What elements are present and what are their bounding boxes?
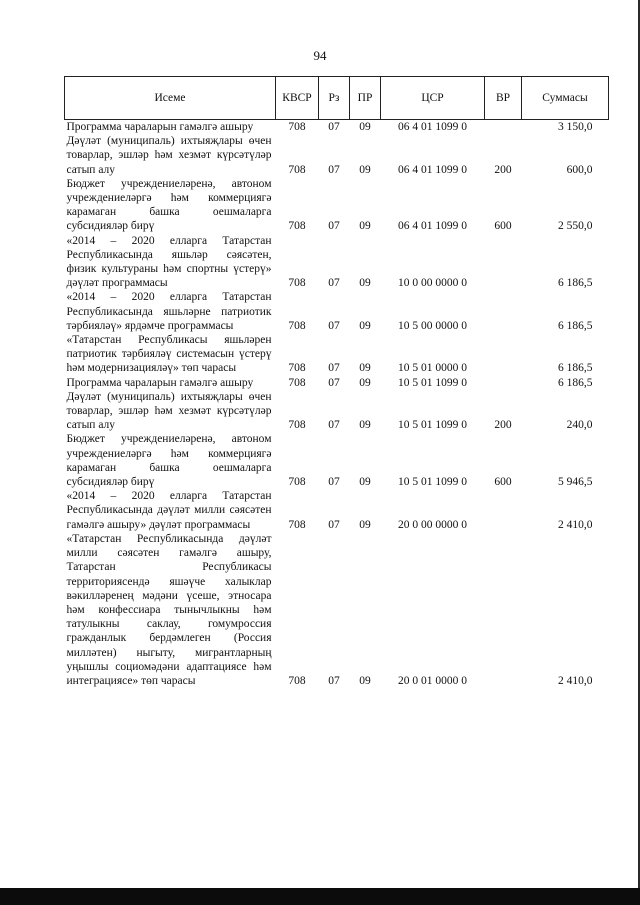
cell-pr: 09 bbox=[359, 419, 371, 432]
table-row bbox=[65, 390, 609, 433]
cell-sum: 240,0 bbox=[566, 419, 593, 432]
table-row bbox=[65, 134, 609, 177]
cell-pr: 09 bbox=[359, 121, 371, 133]
cell-csr: 10 5 01 1099 0 bbox=[398, 476, 467, 489]
cell-sum: 2 550,0 bbox=[558, 220, 593, 233]
table-row bbox=[65, 333, 609, 376]
table-body bbox=[65, 120, 609, 689]
cell-sum: 5 946,5 bbox=[558, 476, 593, 489]
cell-csr: 10 5 01 1099 0 bbox=[398, 419, 467, 432]
cell-name: Дәүләт (муниципаль) ихтыяҗлары өчен товарлар, эшләр һәм хезмәт күрсәтүләр сатып алу bbox=[66, 390, 272, 432]
cell-kvsr: 708 bbox=[288, 277, 306, 290]
budget-table-container bbox=[64, 76, 608, 688]
cell-pr: 09 bbox=[359, 277, 371, 290]
cell-rz: 07 bbox=[328, 518, 340, 531]
cell-kvsr: 708 bbox=[288, 376, 306, 389]
table-row bbox=[65, 432, 609, 489]
cell-pr: 09 bbox=[359, 376, 371, 389]
header-pr: ПР bbox=[350, 77, 381, 120]
cell-pr: 09 bbox=[359, 674, 371, 687]
cell-name: «2014 – 2020 елларга Татарстан Республикасында яшьләрне патриотик тәрбияләү» ярдәмче программасы bbox=[66, 291, 272, 332]
cell-rz: 07 bbox=[328, 476, 340, 489]
cell-rz: 07 bbox=[328, 362, 340, 375]
cell-name: «2014 – 2020 елларга Татарстан Республикасында дәүләт милли сәясәтен гамәлгә ашыру» дәүләт программасы bbox=[66, 490, 272, 531]
cell-vr bbox=[485, 489, 522, 532]
cell-kvsr: 708 bbox=[288, 362, 306, 375]
cell-csr: 06 4 01 1099 0 bbox=[398, 121, 467, 133]
cell-pr: 09 bbox=[359, 319, 371, 332]
cell-kvsr: 708 bbox=[288, 419, 306, 432]
cell-kvsr: 708 bbox=[288, 220, 306, 233]
table-row bbox=[65, 532, 609, 688]
cell-csr: 10 5 00 0000 0 bbox=[398, 319, 467, 332]
cell-vr: 600 bbox=[494, 220, 512, 233]
cell-name: Программа чараларын гамәлгә ашыру bbox=[66, 121, 254, 133]
cell-csr: 06 4 01 1099 0 bbox=[398, 220, 467, 233]
page-number: 94 bbox=[313, 48, 327, 63]
cell-name: Дәүләт (муниципаль) ихтыяҗлары өчен товарлар, эшләр һәм хезмәт күрсәтүләр сатып алу bbox=[66, 135, 272, 176]
cell-sum: 2 410,0 bbox=[558, 674, 593, 687]
cell-sum: 6 186,5 bbox=[558, 319, 593, 332]
cell-csr: 06 4 01 1099 0 bbox=[398, 163, 467, 176]
cell-rz: 07 bbox=[328, 121, 340, 133]
cell-name: «Татарстан Республикасы яшьләрен патриотик тәрбияләү системасын үстерү һәм модернизацияләү» төп чарасы bbox=[66, 334, 272, 375]
cell-sum: 6 186,5 bbox=[558, 376, 593, 389]
table-row bbox=[65, 177, 609, 234]
cell-name: «2014 – 2020 елларга Татарстан Республикасында яшьләр сәясәтен, физик культураны һәм спортны үстерү» дәүләт программасы bbox=[66, 234, 272, 290]
cell-name: Бюджет учреждениеләренә, автоном учреждениеләргә һәм коммерциягә карамаган башка оешмаларга субсидияләр бирү bbox=[66, 177, 272, 233]
cell-vr bbox=[485, 532, 522, 688]
table-row bbox=[65, 290, 609, 333]
header-vr: ВР bbox=[485, 77, 522, 120]
cell-pr: 09 bbox=[359, 518, 371, 531]
cell-name: Программа чараларын гамәлгә ашыру bbox=[66, 376, 254, 389]
header-rz: Рз bbox=[319, 77, 350, 120]
cell-rz: 07 bbox=[328, 376, 340, 389]
cell-vr bbox=[485, 234, 522, 291]
cell-pr: 09 bbox=[359, 476, 371, 489]
cell-rz: 07 bbox=[328, 220, 340, 233]
cell-vr: 200 bbox=[494, 419, 512, 432]
table-row bbox=[65, 489, 609, 532]
cell-vr bbox=[485, 376, 522, 390]
cell-rz: 07 bbox=[328, 319, 340, 332]
cell-kvsr: 708 bbox=[288, 163, 306, 176]
cell-kvsr: 708 bbox=[288, 319, 306, 332]
cell-sum: 2 410,0 bbox=[558, 518, 593, 531]
table-row bbox=[65, 234, 609, 291]
cell-rz: 07 bbox=[328, 277, 340, 290]
cell-vr bbox=[485, 120, 522, 135]
cell-name: «Татарстан Республикасында дәүләт милли сәясәтен гамәлгә ашыру, Татарстан Республикасы территориясендә яшәүче халыклар вәкилләренең мәдәни үсеше, этносара һәм конфессиара тынычлыкны һәм татулыкны саклау, гомумроссия гражданлык бердәмлеген (Россия милләтен) ныгыту, мигрантларның уңышлы социомәдәни адаптациясе һәм интеграциясе» төп чарасы bbox=[66, 532, 272, 687]
cell-csr: 20 0 01 0000 0 bbox=[398, 674, 467, 687]
budget-table bbox=[64, 76, 609, 688]
header-name: Исеме bbox=[65, 77, 276, 120]
cell-sum: 6 186,5 bbox=[558, 362, 593, 375]
header-kvsr: КВСР bbox=[276, 77, 319, 120]
cell-vr bbox=[485, 333, 522, 376]
cell-name: Бюджет учреждениеләренә, автоном учреждениеләргә һәм коммерциягә карамаган башка оешмаларга субсидияләр бирү bbox=[66, 433, 272, 489]
cell-kvsr: 708 bbox=[288, 518, 306, 531]
table-row bbox=[65, 120, 609, 135]
cell-kvsr: 708 bbox=[288, 121, 306, 133]
cell-pr: 09 bbox=[359, 163, 371, 176]
cell-rz: 07 bbox=[328, 674, 340, 687]
cell-csr: 10 5 01 0000 0 bbox=[398, 362, 467, 375]
header-csr: ЦСР bbox=[381, 77, 485, 120]
cell-rz: 07 bbox=[328, 163, 340, 176]
cell-sum: 600,0 bbox=[566, 163, 593, 176]
cell-rz: 07 bbox=[328, 419, 340, 432]
cell-kvsr: 708 bbox=[288, 674, 306, 687]
table-header bbox=[65, 77, 609, 120]
cell-csr: 10 0 00 0000 0 bbox=[398, 277, 467, 290]
cell-kvsr: 708 bbox=[288, 476, 306, 489]
header-sum: Суммасы bbox=[522, 77, 609, 120]
cell-pr: 09 bbox=[359, 220, 371, 233]
cell-csr: 20 0 00 0000 0 bbox=[398, 518, 467, 531]
cell-vr bbox=[485, 290, 522, 333]
cell-csr: 10 5 01 1099 0 bbox=[398, 376, 467, 389]
cell-sum: 6 186,5 bbox=[558, 277, 593, 290]
cell-sum: 3 150,0 bbox=[558, 121, 593, 133]
cell-vr: 600 bbox=[494, 476, 512, 489]
scan-bottom-border bbox=[0, 888, 640, 905]
cell-vr: 200 bbox=[494, 163, 512, 176]
table-row bbox=[65, 376, 609, 390]
cell-pr: 09 bbox=[359, 362, 371, 375]
